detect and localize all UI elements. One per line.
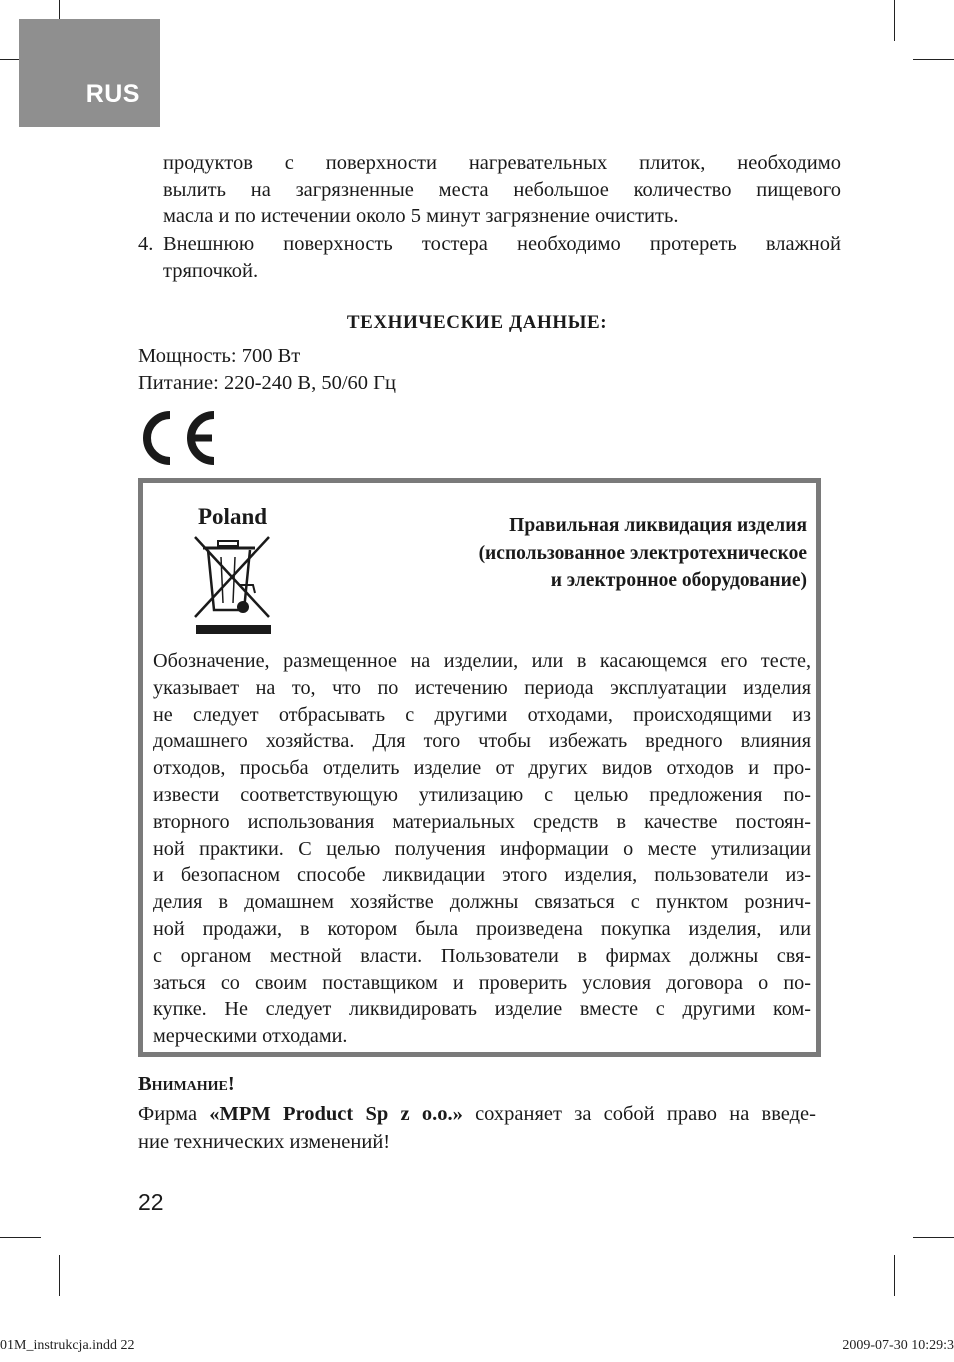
title-line: и электронное оборудование) [550, 570, 807, 591]
disposal-text [153, 648, 811, 1050]
text-line: заться со своим поставщиком и проверить условия договора о по- [153, 971, 811, 994]
text-line: делия в домашнем хозяйстве должны связаться с пунктом рознич- [153, 891, 811, 914]
crop-mark [0, 1237, 41, 1238]
notice-prefix: Фирма [138, 1103, 210, 1125]
tech-data-title: ТЕХНИЧЕСКИЕ ДАННЫЕ: [346, 312, 608, 333]
text-line: Внешнюю поверхность тостера необходимо протереть влажной [163, 233, 841, 255]
text-line: и безопасном способе ликвидации этого изделия, пользователи из- [153, 864, 811, 887]
text-line: мерческими отходами. [153, 1025, 348, 1048]
language-tab [19, 19, 160, 127]
text-line: Обозначение, размещенное на изделии, или в касающемся его тесте, [153, 650, 811, 672]
text-line: масла и по истечении около 5 минут загрязнение очистить. [163, 205, 679, 227]
crop-mark [894, 1255, 895, 1296]
text-line: отходов, просьба отделить изделие от других видов отходов и про- [153, 757, 811, 780]
text-line: ние технических изменений! [138, 1131, 391, 1153]
text-line: с органом местной власти. Пользователи в фирмах должны свя- [153, 944, 811, 967]
footer-file-name: 01M_instrukcja.indd 22 [0, 1338, 135, 1353]
company-name: «MPM Product Sp z o.o.» [209, 1103, 463, 1125]
crop-mark [913, 59, 954, 60]
text-line: извести соответствующую утилизацию с целью предложения по- [153, 783, 811, 806]
title-line: Правильная ликвидация изделия [509, 515, 807, 536]
text-line [138, 1100, 816, 1128]
disposal-title [479, 512, 807, 595]
country-label: Poland [198, 504, 268, 529]
crossed-bin-icon [191, 535, 275, 642]
text-line: не следует отбрасывать с другими отходами, происходящими из [153, 703, 811, 726]
text-line: ной практики. С целью получения информации о месте утилизации [153, 837, 811, 860]
language-label: RUS [85, 80, 140, 108]
text-line: ной продажи, в котором была произведена покупка изделия, или [153, 917, 811, 940]
crop-mark [894, 0, 895, 41]
warning-notice [138, 1100, 816, 1156]
text-line: указывает на то, что по истечению периода эксплуатации изделия [153, 676, 811, 699]
text-line: вылить на загрязненные места небольшое количество пищевого [163, 178, 841, 201]
page-number: 22 [138, 1189, 164, 1215]
crop-mark [59, 1255, 60, 1296]
warning-heading: Внимание! [138, 1073, 235, 1095]
continued-list-item [138, 150, 841, 230]
notice-suffix: сохраняет за собой право на введе- [462, 1103, 816, 1125]
crop-mark [913, 1237, 954, 1238]
list-item-4 [138, 231, 841, 284]
power-spec: Мощность: 700 Вт [138, 345, 301, 367]
text-line: вторного использования материальных средств в качестве постоян- [153, 810, 811, 833]
title-line: (использованное электротехническое [478, 542, 807, 564]
text-line: купке. Не следует ликвидировать изделие вместе с другими ком- [153, 998, 811, 1021]
ce-mark-icon [140, 410, 220, 471]
disposal-box [138, 478, 821, 1057]
text-line: продуктов с поверхности нагревательных плиток, необходимо [163, 152, 841, 174]
supply-spec: Питание: 220-240 В, 50/60 Гц [138, 372, 396, 394]
list-number: 4. [138, 233, 154, 255]
footer-timestamp: 2009-07-30 10:29:3 [842, 1338, 954, 1353]
text-line: домашнего хозяйства. Для того чтобы избежать вредного влияния [153, 730, 811, 753]
text-line: тряпочкой. [163, 259, 259, 282]
